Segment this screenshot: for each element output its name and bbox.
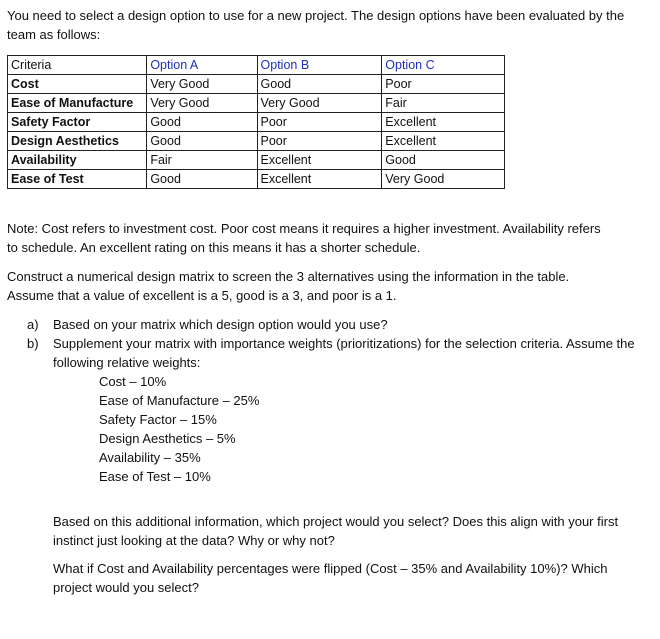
rating-cell: Good bbox=[147, 170, 257, 189]
question-a bbox=[7, 315, 647, 334]
rating-cell: Excellent bbox=[382, 113, 505, 132]
rating-cell: Excellent bbox=[382, 132, 505, 151]
rating-cell: Good bbox=[382, 151, 505, 170]
followup-paragraph-2: What if Cost and Availability percentages were flipped (Cost – 35% and Availability 10%)? Which project would you select? bbox=[53, 561, 608, 595]
criteria-cell: Cost bbox=[8, 75, 147, 94]
weight-item: Safety Factor – 15% bbox=[99, 412, 217, 427]
criteria-cell: Safety Factor bbox=[8, 113, 147, 132]
criteria-cell: Ease of Test bbox=[8, 170, 147, 189]
weight-item: Availability – 35% bbox=[99, 450, 201, 465]
weight-item: Ease of Test – 10% bbox=[99, 469, 211, 484]
evaluation-table bbox=[7, 55, 505, 189]
question-marker: a) bbox=[27, 317, 39, 332]
question-marker: b) bbox=[27, 336, 39, 351]
rating-cell: Fair bbox=[382, 94, 505, 113]
table-row bbox=[8, 113, 505, 132]
followup-paragraph-1: Based on this additional information, which project would you select? Does this align with your first instinct just looking at the data? Why or why not? bbox=[53, 514, 619, 548]
rating-cell: Very Good bbox=[257, 94, 382, 113]
rating-cell: Good bbox=[147, 132, 257, 151]
rating-cell: Very Good bbox=[147, 94, 257, 113]
weight-item: Cost – 10% bbox=[99, 374, 167, 389]
note-paragraph: Note: Cost refers to investment cost. Poor cost means it requires a higher investment. Availability refers to schedule. An excellent rating on this means it has a shorter schedule. bbox=[7, 221, 601, 255]
rating-cell: Fair bbox=[147, 151, 257, 170]
document-page bbox=[7, 6, 647, 597]
rating-cell: Poor bbox=[257, 132, 382, 151]
rating-cell: Good bbox=[257, 75, 382, 94]
table-header-row bbox=[8, 56, 505, 75]
criteria-cell: Design Aesthetics bbox=[8, 132, 147, 151]
rating-cell: Very Good bbox=[382, 170, 505, 189]
header-option-b: Option B bbox=[257, 56, 382, 75]
header-option-c: Option C bbox=[382, 56, 505, 75]
rating-cell: Good bbox=[147, 113, 257, 132]
rating-cell: Very Good bbox=[147, 75, 257, 94]
table-row bbox=[8, 132, 505, 151]
weights-list bbox=[53, 372, 647, 486]
table-row bbox=[8, 170, 505, 189]
header-option-a: Option A bbox=[147, 56, 257, 75]
weight-item: Ease of Manufacture – 25% bbox=[99, 393, 260, 408]
table-row bbox=[8, 151, 505, 170]
question-text: Based on your matrix which design option would you use? bbox=[53, 317, 388, 332]
construct-paragraph: Construct a numerical design matrix to screen the 3 alternatives using the information in the table. Assume that a value of excellent is a 5, good is a 3, and poor is a 1. bbox=[7, 269, 570, 303]
header-criteria: Criteria bbox=[8, 56, 147, 75]
rating-cell: Poor bbox=[257, 113, 382, 132]
intro-paragraph: You need to select a design option to use for a new project. The design options have been evaluated by the team as follows: bbox=[7, 8, 625, 42]
weight-item: Design Aesthetics – 5% bbox=[99, 431, 236, 446]
question-text: Supplement your matrix with importance weights (prioritizations) for the selection criteria. Assume the following relative weights: bbox=[53, 336, 635, 370]
rating-cell: Excellent bbox=[257, 170, 382, 189]
question-list bbox=[7, 315, 647, 486]
rating-cell: Poor bbox=[382, 75, 505, 94]
criteria-cell: Ease of Manufacture bbox=[8, 94, 147, 113]
table-row bbox=[8, 94, 505, 113]
table-row bbox=[8, 75, 505, 94]
criteria-cell: Availability bbox=[8, 151, 147, 170]
rating-cell: Excellent bbox=[257, 151, 382, 170]
question-b bbox=[7, 334, 647, 486]
